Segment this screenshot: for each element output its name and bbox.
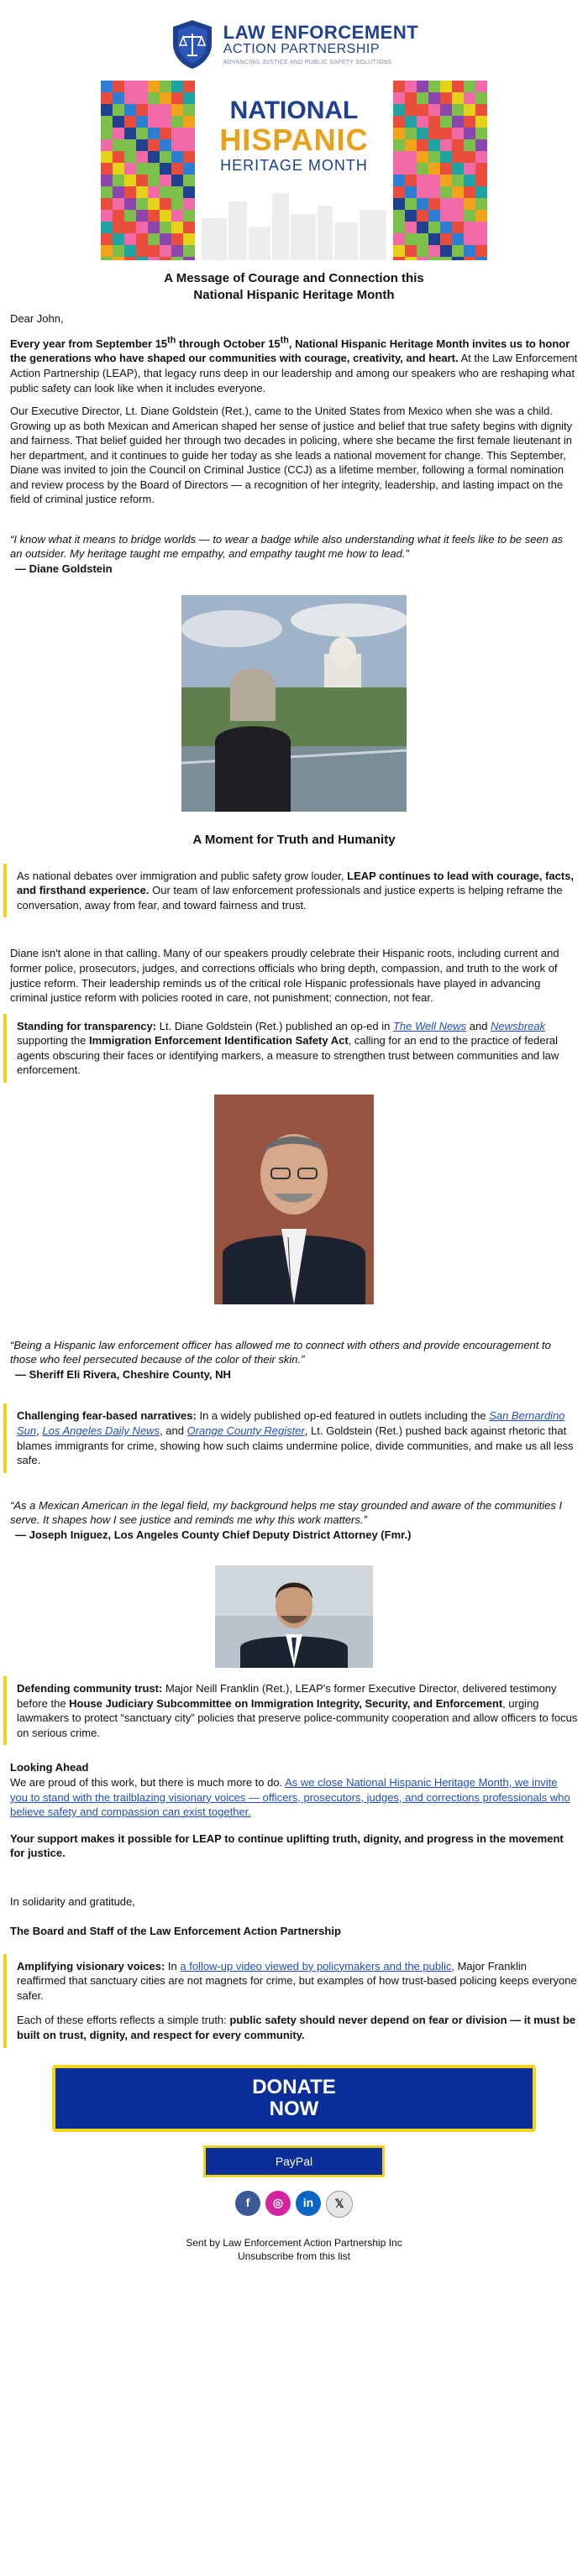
mosaic-tile (393, 175, 417, 198)
mosaic-tile (417, 81, 440, 104)
executive-director-paragraph: Our Executive Director, Lt. Diane Goldstein (Ret.), came to the United States from Mexico when she was a child. Growing up as both Mexican and American shaped her sense of justice and belief that true safety begins with dignity and fairness. That belief guided her through two decades in policing, where she became the first female lieutenant in her department, and it continues to guide her today as she leads a national movement for change. This September, Diane was invited to join the Council on Criminal Justice (CCJ) as a lifetime member, following a formal nomination and review process by the Board of Directors — a recognition of her integrity, leadership, and lasting impact on the field of criminal justice reform. (10, 405, 573, 506)
speakers-paragraph: Diane isn't alone in that calling. Many of our speakers proudly celebrate their Hispanic roots, including current and former police, prosecutors, judges, and corrections officials who bring depth, compassion, and truth to the work of justice reform. Their leadership reminds us of the critical role Hispanic professionals have played in advancing criminal justice reform with policies rooted in care, not punishment; connection, not fear. (10, 947, 559, 1005)
mosaic-tile (464, 245, 487, 260)
mosaic-tile (124, 128, 148, 151)
speakers-paragraph-wrap (0, 946, 588, 1005)
mosaic-tile (171, 175, 195, 198)
mosaic-tile (101, 104, 124, 128)
mosaic-tile (101, 198, 124, 222)
callout5-a: In (165, 1959, 181, 1972)
mosaic-tile (440, 245, 464, 260)
intro-bold-b: through October 15 (176, 337, 281, 350)
greeting: Dear John, (10, 312, 64, 325)
mosaic-tile (464, 104, 487, 128)
eli-rivera-photo (214, 1095, 374, 1304)
mosaic-tile (148, 128, 171, 151)
callout5-bold: Amplifying visionary voices: (17, 1959, 165, 1972)
intro-rest: At the Law Enforcement Action Partnership (LEAP), that legacy runs deep in our leadership and among our speakers who are reshaping what public safety can look like when it includes everyone. (10, 352, 578, 394)
mosaic-tile (148, 104, 171, 128)
link-orange-county-register[interactable]: Orange County Register (186, 1424, 305, 1437)
callout1-post: Our team of law enforcement professionals and justice experts is helping reframe the conversation, away from fear, and toward fairness and trust. (17, 884, 563, 912)
quote-goldstein: “I know what it means to bridge worlds — to wear a badge while also understanding what it feels like to be seen as an outsider. My heritage taught me empathy, and empathy taught me how to lead.” (10, 532, 564, 561)
mosaic-tile (171, 198, 195, 222)
mosaic-tile (124, 151, 148, 175)
callout1-bold: LEAP continues to lead with courage, facts, and firsthand experience. (17, 869, 575, 897)
callout2-c: supporting the (17, 1034, 90, 1048)
email-footer (0, 2236, 588, 2265)
mosaic-tile (171, 128, 195, 151)
support-statement: Your support makes it possible for LEAP to continue uplifting truth, dignity, and progress in the movement for justice. (10, 1831, 564, 1860)
quote-goldstein-attribution: — Diane Goldstein (15, 562, 113, 575)
looking-ahead-paragraph (10, 1775, 578, 1820)
signoff-section (0, 1894, 588, 1939)
link-follow-up-video[interactable]: a follow-up video viewed by policymakers and the public, (180, 1959, 454, 1972)
mosaic-tile (148, 198, 171, 222)
banner-line2: HISPANIC (219, 122, 369, 157)
donate-now-button[interactable] (52, 2065, 536, 2132)
unsubscribe-link[interactable]: Unsubscribe from this list (237, 2250, 351, 2263)
quote-rivera: “Being a Hispanic law enforcement officer has allowed me to connect with others and provide encouragement to those who feel persecuted because of the color of their skin.” (10, 1338, 551, 1366)
callout4-bold: Defending community trust: (17, 1682, 163, 1696)
mosaic-tile (393, 198, 417, 222)
mosaic-tile (464, 198, 487, 222)
callout-lead-with-courage (3, 864, 588, 918)
linkedin-icon[interactable]: in (296, 2191, 321, 2216)
mosaic-tile (417, 151, 440, 175)
callout2-d: , calling for an end to the practice of federal agents obscuring their faces or identifying markers, a measure to strengthen trust between communities and law enforcement. (17, 1034, 559, 1077)
mosaic-tile (171, 151, 195, 175)
signoff-line1: In solidarity and gratitude, (10, 1894, 135, 1908)
callout4-bold2: House Judiciary Subcommittee on Immigration Integrity, Security, and Enforcement (69, 1696, 503, 1710)
city-skyline-icon (202, 185, 386, 260)
mosaic-tile (464, 128, 487, 151)
donate-line2: NOW (269, 2097, 319, 2120)
mosaic-tile (417, 128, 440, 151)
leap-shield-logo-icon (170, 18, 215, 71)
callout3-bold: Challenging fear-based narratives: (17, 1409, 197, 1423)
mosaic-tile (417, 198, 440, 222)
link-los-angeles-daily-news[interactable]: Los Angeles Daily News (42, 1424, 160, 1437)
callout2-a: Lt. Diane Goldstein (Ret.) published an op-ed in (156, 1019, 393, 1032)
mosaic-tile (417, 104, 440, 128)
callout-fear-narratives (3, 1403, 588, 1472)
org-header (0, 0, 588, 74)
callout3-a: In a widely published op-ed featured in outlets including the (196, 1409, 490, 1423)
looking-ahead-text: We are proud of this work, but there is much more to do. (10, 1776, 286, 1789)
quote-iniguez: “As a Mexican American in the legal field, my background helps me stay grounded and aware of the communities I serve. It shapes how I see justice and reminds me why this work matters.” (10, 1498, 563, 1527)
signoff-line2: The Board and Staff of the Law Enforcement Action Partnership (10, 1925, 341, 1938)
mosaic-tile (464, 151, 487, 175)
callout5-b: Major Franklin reaffirmed that sanctuary cities are not magnets for crime, but examples of how trust-based policing keeps everyone safer. (17, 1959, 577, 2002)
mosaic-tile (101, 245, 124, 260)
social-links (0, 2191, 588, 2218)
org-tagline: ADVANCING JUSTICE AND PUBLIC SAFETY SOLUTIONS (223, 60, 392, 66)
callout4-b: , urging lawmakers to protect “sanctuary city” policies that preserve police-community cooperation and allow officers to focus on serious crime. (17, 1696, 578, 1739)
mosaic-tile (148, 151, 171, 175)
mosaic-tile (124, 81, 148, 104)
mosaic-tile (440, 104, 464, 128)
message-title (0, 270, 588, 303)
callout5-paragraph-a (17, 1959, 578, 2004)
mosaic-tile (440, 128, 464, 151)
mosaic-tile (393, 222, 417, 245)
mosaic-tile (393, 81, 417, 104)
mosaic-tile (124, 198, 148, 222)
joseph-iniguez-photo (215, 1565, 373, 1668)
section-heading-truth-humanity: A Moment for Truth and Humanity (192, 832, 396, 847)
mosaic-tile (171, 222, 195, 245)
callout5-paragraph-b (17, 2013, 578, 2042)
mosaic-tile (148, 175, 171, 198)
callout2-bold2: Immigration Enforcement Identification Safety Act (89, 1034, 349, 1048)
intro-sup-b: th (280, 335, 289, 346)
intro-bold-a: Every year from September 15 (10, 337, 168, 350)
mosaic-tile (393, 245, 417, 260)
hispanic-heritage-month-banner (101, 81, 487, 260)
mosaic-tile (464, 81, 487, 104)
callout4-a: Major Neill Franklin (Ret.), LEAP's former Executive Director, delivered testimony before the (17, 1682, 557, 1710)
banner-title (202, 97, 386, 176)
message-title-line1: A Message of Courage and Connection this (164, 271, 424, 285)
mosaic-tile (464, 175, 487, 198)
quote-rivera-attribution: — Sheriff Eli Rivera, Cheshire County, NH (15, 1367, 231, 1381)
mosaic-tile (124, 104, 148, 128)
link-newsbreak[interactable]: Newsbreak (491, 1019, 546, 1032)
mosaic-tile (440, 151, 464, 175)
mosaic-tile (417, 222, 440, 245)
mosaic-tile (171, 104, 195, 128)
mosaic-tile (101, 151, 124, 175)
mosaic-tile (101, 81, 124, 104)
callout-visionary-voices (3, 1954, 588, 2048)
mosaic-tile (440, 175, 464, 198)
diane-goldstein-photo (181, 595, 407, 812)
x-icon[interactable]: 𝕏 (326, 2191, 353, 2218)
mosaic-tile (148, 222, 171, 245)
callout2-b: and (466, 1019, 491, 1032)
mosaic-tile (101, 175, 124, 198)
intro-sup-a: th (167, 335, 176, 346)
intro-paragraph (10, 335, 578, 396)
message-title-line2: National Hispanic Heritage Month (193, 287, 395, 302)
looking-ahead-section (0, 1760, 588, 1860)
mosaic-tile (464, 222, 487, 245)
looking-ahead-heading: Looking Ahead (10, 1761, 89, 1774)
mosaic-tile (101, 128, 124, 151)
mosaic-tile (148, 81, 171, 104)
callout3-c: , and (160, 1424, 187, 1437)
link-san-bernardino-sun[interactable]: San Bernardino Sun (17, 1409, 565, 1437)
mosaic-tile (393, 104, 417, 128)
mosaic-tile (101, 222, 124, 245)
callout5-c: Each of these efforts reflects a simple truth: (17, 2014, 230, 2027)
callout5-bold2: public safety should never depend on fear or division — it must be built on trust, dignity, and respect for every community. (17, 2014, 576, 2042)
mosaic-tile (417, 245, 440, 260)
instagram-icon[interactable]: ◎ (265, 2191, 291, 2216)
mosaic-tile (124, 175, 148, 198)
mosaic-tile (124, 245, 148, 260)
mosaic-tile (417, 175, 440, 198)
mosaic-tile (393, 151, 417, 175)
callout1-pre: As national debates over immigration and public safety grow louder, (17, 869, 348, 882)
mosaic-tile (393, 128, 417, 151)
mosaic-tile (171, 81, 195, 104)
mosaic-tile (440, 81, 464, 104)
sent-by-text: Sent by Law Enforcement Action Partnership Inc (186, 2236, 402, 2249)
link-stand-with-voices[interactable]: As we close National Hispanic Heritage Month, we invite you to stand with the trailblazing visionary voices — officers, prosecutors, judges, and corrections professionals who believe safety and compassion can exist together. (10, 1776, 570, 1819)
mosaic-tile (148, 245, 171, 260)
banner-line3: HERITAGE MONTH (220, 157, 368, 175)
callout-transparency (3, 1014, 588, 1083)
mosaic-tile (124, 222, 148, 245)
org-name-line2: ACTION PARTNERSHIP (223, 41, 381, 56)
mosaic-tile (171, 245, 195, 260)
callout3-d: , Lt. Goldstein (Ret.) pushed back against rhetoric that blames immigrants for crime, showing how such claims undermine police, divide communities, and make us all less safe. (17, 1424, 574, 1467)
link-the-well-news[interactable]: The Well News (392, 1019, 467, 1032)
callout3-b: , (36, 1424, 43, 1437)
callout-community-trust (3, 1676, 588, 1745)
paypal-button[interactable]: PayPal (203, 2145, 385, 2177)
org-name-line1: LAW ENFORCEMENT (223, 21, 419, 43)
facebook-icon[interactable]: f (235, 2191, 260, 2216)
banner-line1: NATIONAL (229, 97, 359, 124)
quote-iniguez-attribution: — Joseph Iniguez, Los Angeles County Chief Deputy District Attorney (Fmr.) (15, 1528, 412, 1541)
mosaic-tile (440, 222, 464, 245)
intro-section (0, 311, 588, 507)
callout2-bold: Standing for transparency: (17, 1019, 157, 1032)
mosaic-tile (440, 198, 464, 222)
donate-line1: DONATE (252, 2076, 336, 2099)
org-wordmark (223, 23, 418, 67)
intro-bold-c: , National Hispanic Heritage Month invites us to honor the generations who have shaped our communities with courage, creativity, and heart. (10, 337, 570, 365)
